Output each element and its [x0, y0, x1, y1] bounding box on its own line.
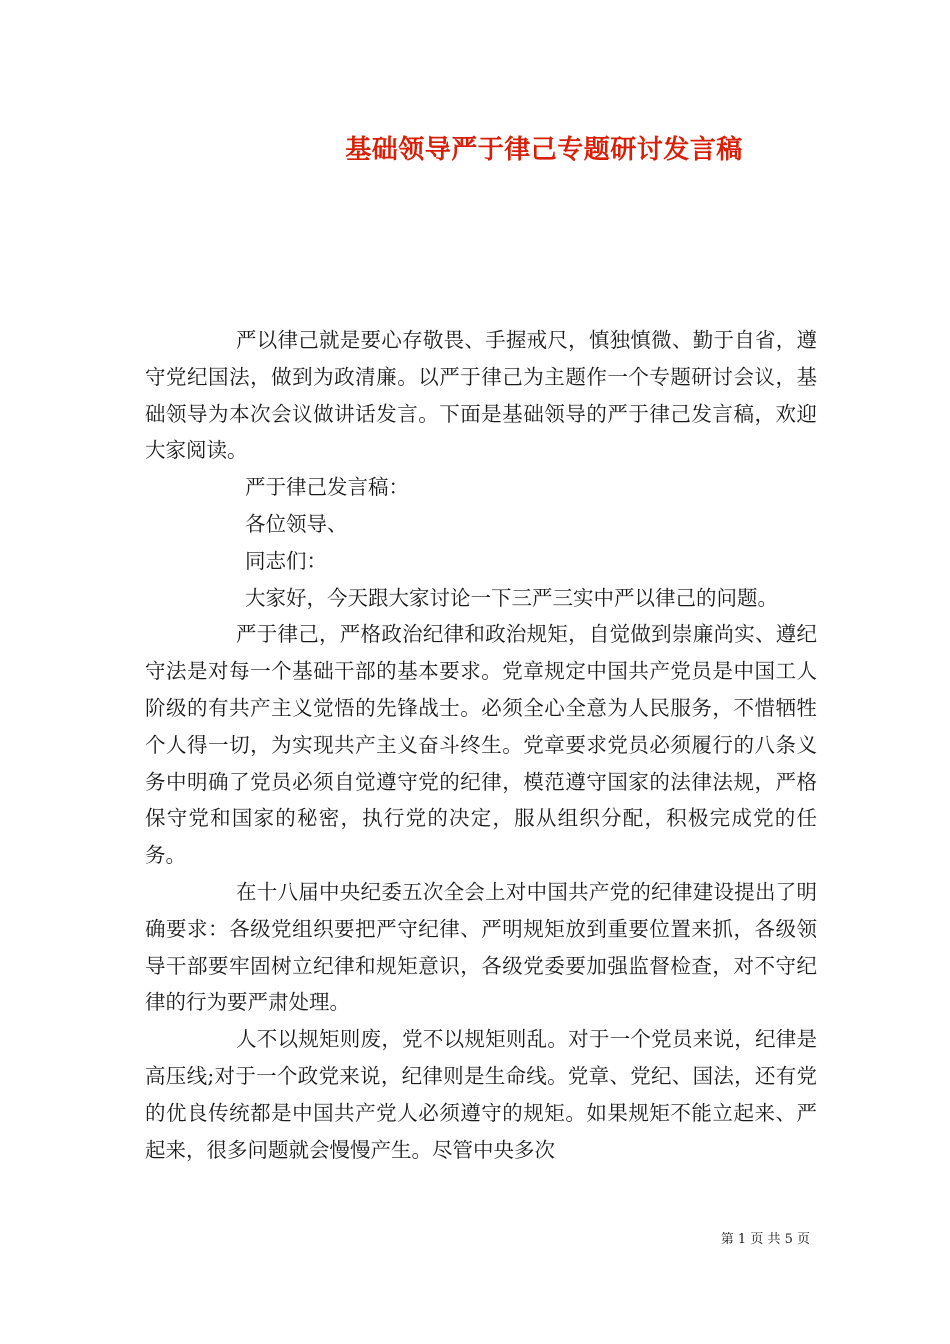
paragraph-speech-heading: 严于律己发言稿： [245, 475, 409, 500]
paragraph-greeting: 大家好，今天跟大家讨论一下三严三实中严以律己的问题。 [245, 585, 778, 610]
paragraph-intro: 严以律己就是要心存敬畏、手握戒尺，慎独慎微、勤于自省，遵守党纪国法，做到为政清廉。以严于律己为主题作一个专题研讨会议，基础领导为本次会议做讲话发言。下面是基础领导的严于律己发言稿，欢迎大家阅读。 [145, 328, 817, 463]
document-body [145, 322, 817, 1168]
paragraph-body-3: 人不以规矩则废，党不以规矩则乱。对于一个党员来说，纪律是高压线;对于一个政党来说，纪律则是生命线。党章、党纪、国法，还有党的优良传统都是中国共产党人必须遵守的规矩。如果规矩不能立起来、严起来，很多问题就会慢慢产生。尽管中央多次 [145, 1027, 817, 1162]
paragraph-salutation-leaders: 各位领导、 [245, 511, 348, 536]
paragraph-body-2: 在十八届中央纪委五次全会上对中国共产党的纪律建设提出了明确要求：各级党组织要把严守纪律、严明规矩放到重要位置来抓，各级领导干部要牢固树立纪律和规矩意识，各级党委要加强监督检查，对不守纪律的行为要严肃处理。 [145, 879, 817, 1015]
paragraph-body-1: 严于律己，严格政治纪律和政治规矩，自觉做到崇廉尚实、遵纪守法是对每一个基础干部的基本要求。党章规定中国共产党员是中国工人阶级的有共产主义觉悟的先锋战士。必须全心全意为人民服务，不惜牺牲个人得一切，为实现共产主义奋斗终生。党章要求党员必须履行的八条义务中明确了党员必须自觉遵守党的纪律，模范遵守国家的法律法规，严格保守党和国家的秘密，执行党的决定，服从组织分配，积极完成党的任务。 [145, 622, 817, 868]
page-number-footer: 第 1 页 共 5 页 [720, 1232, 810, 1247]
document-title: 基础领导严于律己专题研讨发言稿 [345, 135, 743, 165]
paragraph-salutation-comrades: 同志们： [245, 548, 327, 573]
